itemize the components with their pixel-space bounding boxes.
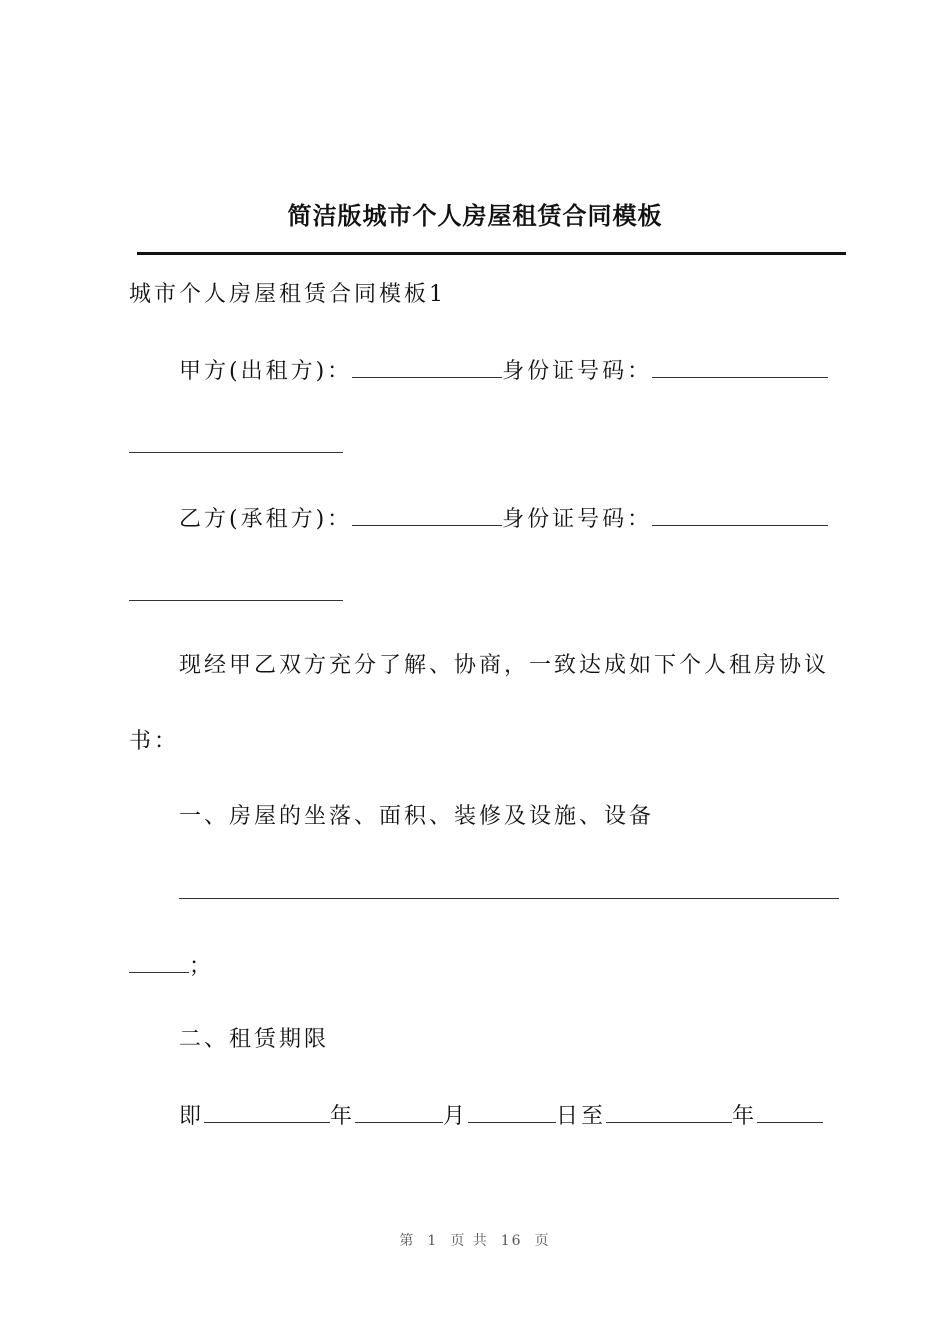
term-month-label: 月 — [443, 1104, 469, 1129]
clause-1-blank-cont[interactable] — [129, 950, 189, 973]
term-day-to-label: 日至 — [556, 1104, 607, 1129]
start-day-blank[interactable] — [468, 1100, 556, 1123]
party-b-id-label: 身份证号码： — [502, 507, 653, 532]
footer-of-label: 页 共 — [450, 1233, 489, 1249]
party-a-id-continuation — [129, 430, 842, 462]
clause-1-end: ； — [189, 954, 215, 979]
party-a-id-blank-cont[interactable] — [129, 430, 343, 453]
document-title: 简洁版城市个人房屋租赁合同模板 — [287, 201, 663, 230]
party-a-line — [179, 355, 842, 387]
party-a-id-blank[interactable] — [652, 355, 828, 378]
party-b-name-blank[interactable] — [352, 503, 502, 526]
party-b-id-continuation — [129, 578, 842, 610]
party-b-line — [179, 503, 842, 535]
clause-1-blank-line — [179, 876, 842, 908]
party-a-id-label: 身份证号码： — [502, 359, 653, 384]
clause-1-blank[interactable] — [179, 876, 839, 899]
agreement-text-1: 现经甲乙双方充分了解、协商，一致达成如下个人租房协议 — [179, 653, 830, 678]
clause-1-heading: 一、房屋的坐落、面积、装修及设施、设备 — [179, 804, 655, 829]
footer-page-number: 1 — [427, 1233, 439, 1249]
section-heading: 城市个人房屋租赁合同模板1 — [129, 282, 446, 307]
footer-page-label: 第 — [399, 1233, 416, 1249]
page-footer — [0, 1230, 950, 1250]
term-prefix: 即 — [179, 1104, 205, 1129]
clause-2-heading: 二、租赁期限 — [179, 1027, 330, 1052]
party-b-id-blank-cont[interactable] — [129, 578, 343, 601]
title-divider — [137, 252, 846, 255]
start-year-blank[interactable] — [204, 1100, 330, 1123]
start-month-blank[interactable] — [355, 1100, 443, 1123]
footer-page-suffix: 页 — [534, 1233, 551, 1249]
term-line — [179, 1100, 842, 1132]
end-year-blank[interactable] — [606, 1100, 732, 1123]
term-year2-label: 年 — [732, 1104, 758, 1129]
party-a-label: 甲方(出租方)： — [179, 359, 353, 384]
party-a-name-blank[interactable] — [352, 355, 502, 378]
agreement-text-2: 书： — [129, 729, 180, 754]
clause-1-continuation — [129, 950, 842, 982]
party-b-label: 乙方(承租方)： — [179, 507, 353, 532]
end-month-blank[interactable] — [757, 1100, 823, 1123]
term-year-label: 年 — [330, 1104, 356, 1129]
footer-total-pages: 16 — [500, 1233, 523, 1249]
party-b-id-blank[interactable] — [652, 503, 828, 526]
